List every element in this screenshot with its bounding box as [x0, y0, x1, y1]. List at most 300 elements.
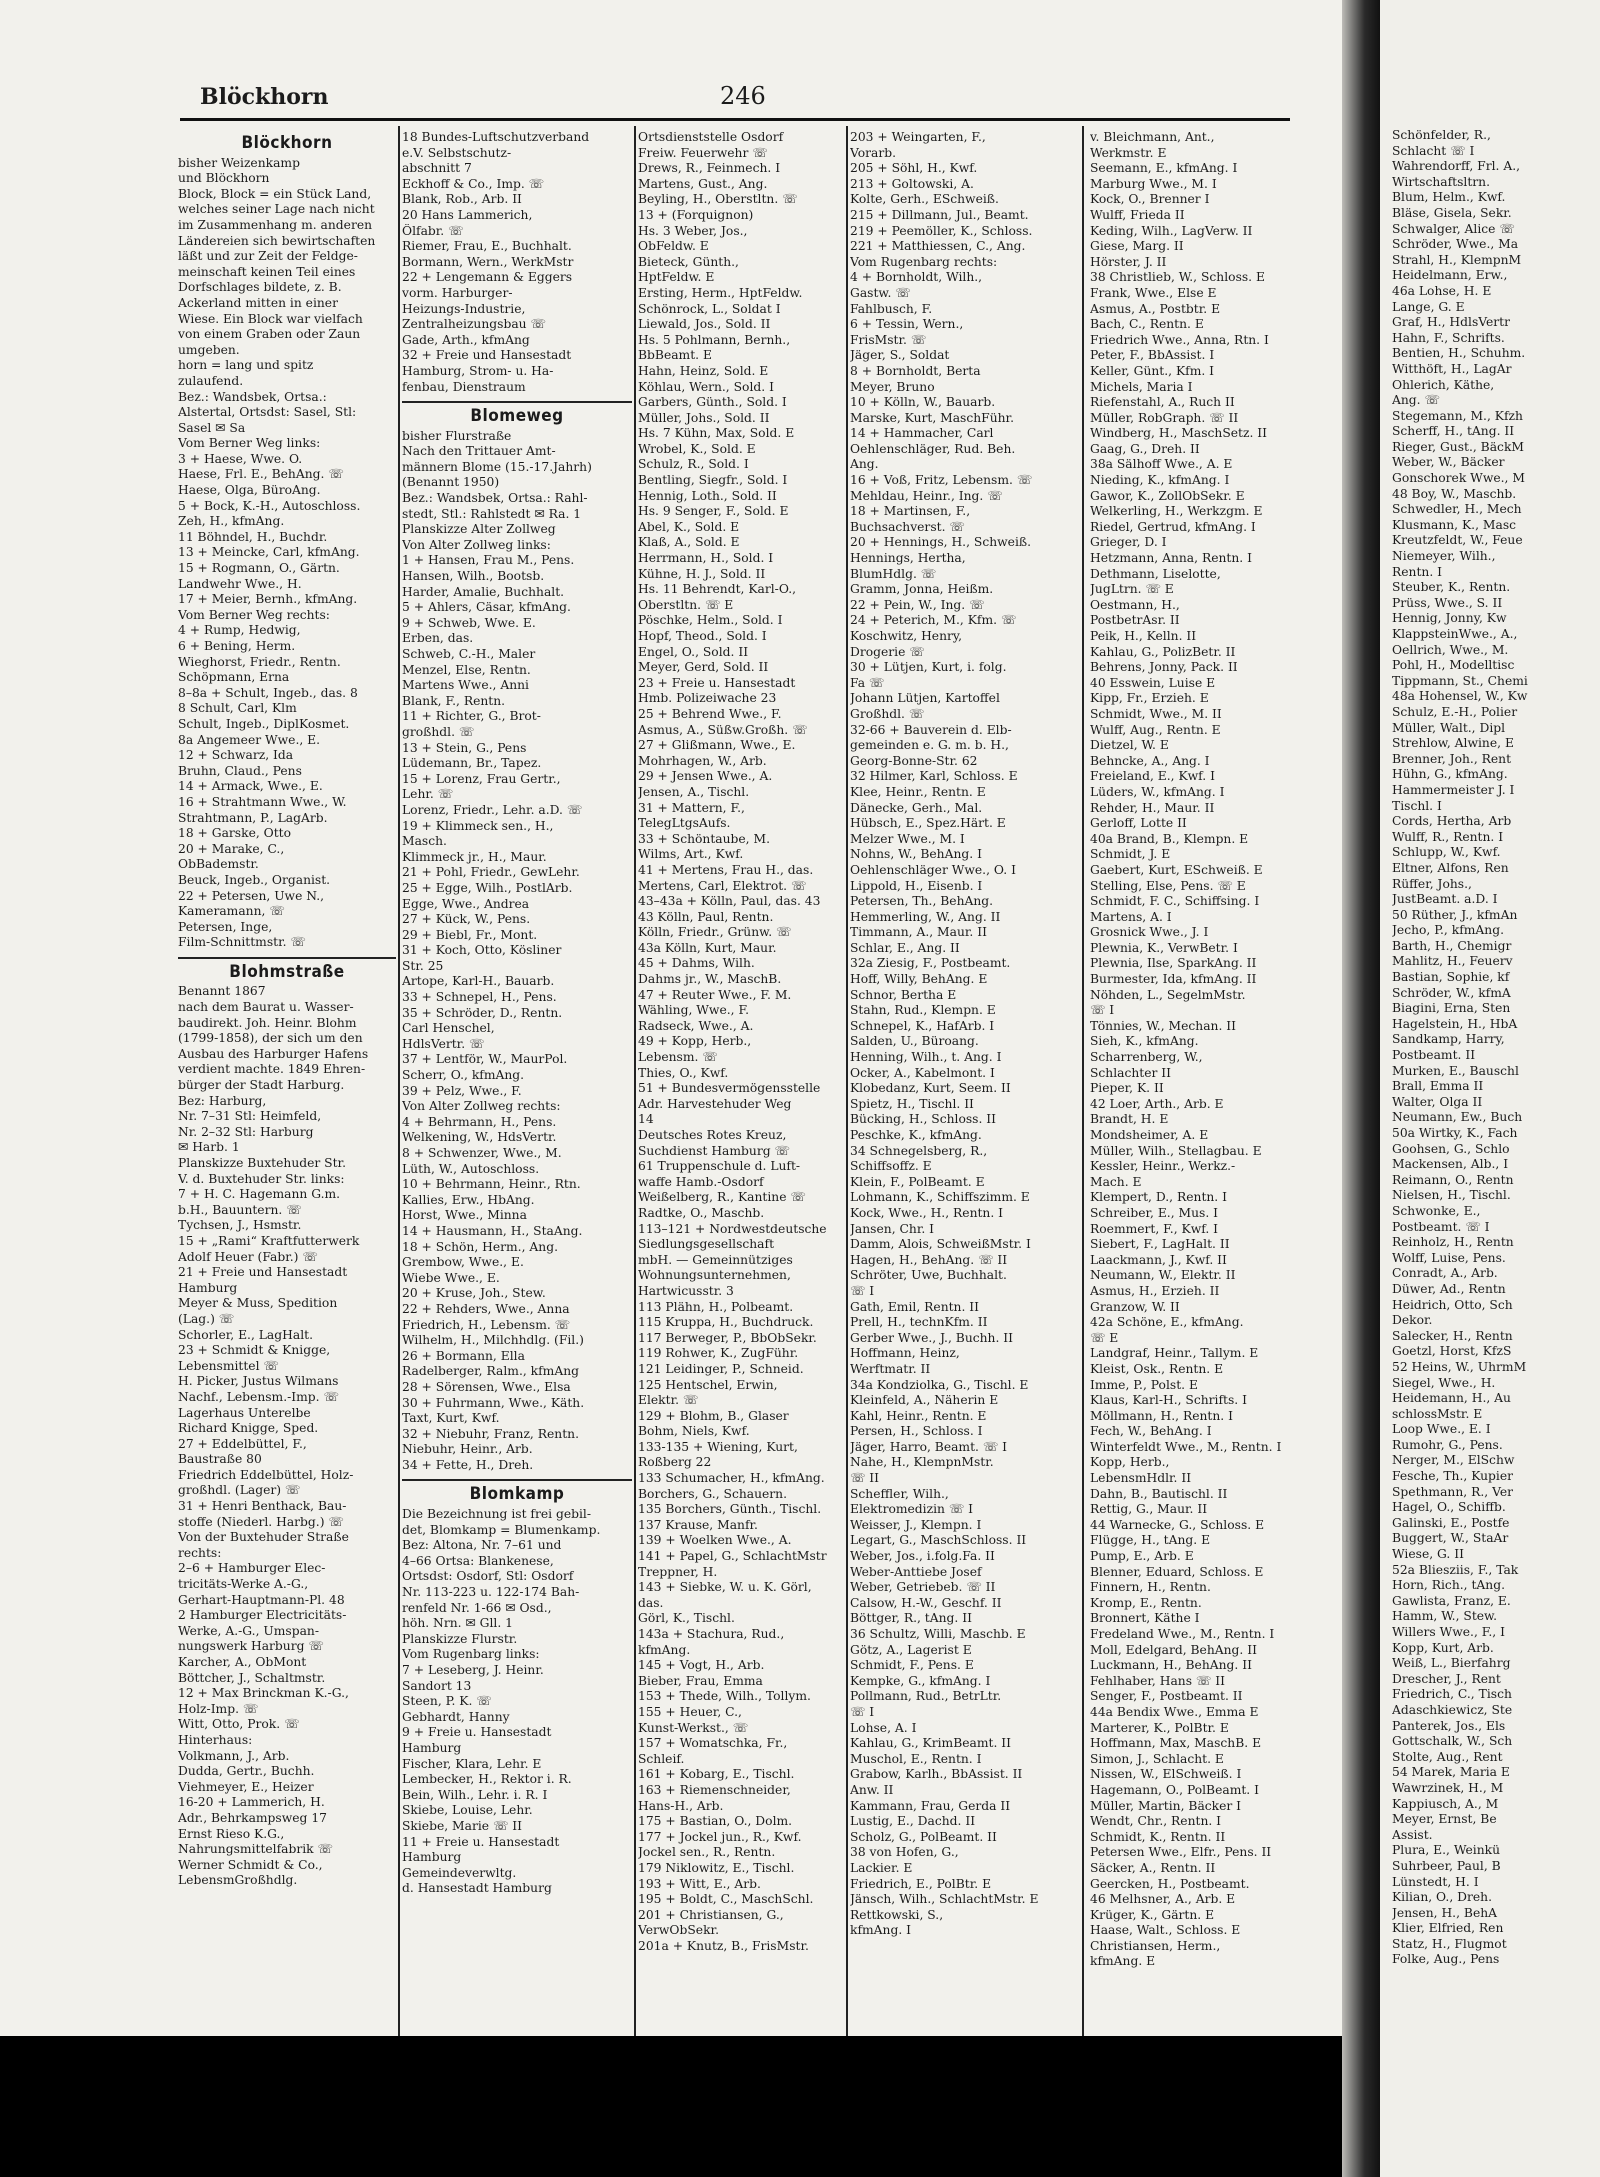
directory-entry: Gebhardt, Hanny: [402, 1709, 510, 1724]
directory-entry: Ausbau des Harburger Hafens: [178, 1046, 369, 1061]
directory-entry: Behncke, A., Ang. I: [1090, 753, 1210, 768]
directory-entry: Christiansen, Herm.,: [1090, 1938, 1221, 1953]
directory-entry: 6 + Tessin, Wern.,: [850, 317, 964, 332]
directory-entry: Oellrich, Wwe., M.: [1392, 642, 1509, 657]
directory-entry: 137 Krause, Manfr.: [638, 1517, 758, 1532]
directory-entry: Siedlungsgesellschaft: [638, 1237, 775, 1252]
directory-entry: Horn, Rich., tAng.: [1392, 1578, 1505, 1593]
directory-entry: 45 + Dahms, Wilh.: [638, 956, 755, 971]
directory-entry: Köhlau, Wern., Sold. I: [638, 379, 774, 394]
directory-entry: Gath, Emil, Rentn. II: [850, 1299, 980, 1314]
directory-entry: 28 + Sörensen, Wwe., Elsa: [402, 1379, 571, 1394]
directory-entry: Skiebe, Louise, Lehr.: [402, 1803, 533, 1818]
directory-entry: Oestmann, H.,: [1090, 597, 1180, 612]
directory-entry: Benannt 1867: [178, 984, 266, 999]
directory-entry: 4–66 Ortsa: Blankenese,: [402, 1553, 554, 1568]
directory-entry: Vom Berner Weg links:: [178, 436, 321, 451]
directory-entry: Nerger, M., ElSchw: [1392, 1453, 1515, 1468]
directory-entry: Schlupp, W., Kwf.: [1392, 845, 1501, 860]
directory-entry: Hennings, Hertha,: [850, 551, 966, 566]
directory-entry: meinschaft keinen Teil eines: [178, 264, 356, 279]
directory-entry: im Zusammenhang m. anderen: [178, 217, 373, 232]
directory-entry: 31 + Mattern, F.,: [638, 800, 745, 815]
directory-entry: Möllmann, H., Rentn. I: [1090, 1408, 1233, 1423]
directory-entry: Pump, E., Arb. E: [1090, 1549, 1194, 1564]
directory-column-4: [850, 130, 1068, 1939]
directory-entry: 113 Plähn, H., Polbeamt.: [638, 1299, 794, 1314]
directory-entry: Krüger, K., Gärtn. E: [1090, 1907, 1215, 1922]
section-divider: [402, 1479, 632, 1481]
directory-entry: Hammermeister J. I: [1392, 782, 1515, 797]
directory-entry: Walter, Olga II: [1392, 1094, 1483, 1109]
directory-entry: Gaebert, Kurt, ESchweiß. E: [1090, 862, 1263, 877]
directory-entry: Schnepel, K., HafArb. I: [850, 1018, 995, 1033]
directory-entry: Lebensmittel ☏: [178, 1358, 279, 1373]
directory-entry: Nahe, H., KlempnMstr.: [850, 1455, 994, 1470]
directory-entry: Brall, Emma II: [1392, 1079, 1484, 1094]
directory-entry: Giese, Marg. II: [1090, 239, 1184, 254]
directory-entry: Geercken, H., Postbeamt.: [1090, 1876, 1250, 1891]
directory-entry: Carl Henschel,: [402, 1021, 495, 1036]
directory-entry: Riedel, Gertrud, kfmAng. I: [1090, 519, 1256, 534]
directory-entry: 221 + Matthiessen, C., Ang.: [850, 239, 1026, 254]
column-rule: [398, 126, 400, 2036]
directory-entry: Pieper, K. II: [1090, 1081, 1164, 1096]
directory-entry: Hörster, J. II: [1090, 254, 1167, 269]
directory-entry: 143 + Siebke, W. u. K. Görl,: [638, 1580, 812, 1595]
directory-entry: Werftmatr. II: [850, 1361, 931, 1376]
directory-entry: Hamburg: [402, 1850, 462, 1865]
directory-entry: 129 + Blohm, B., Glaser: [638, 1408, 789, 1423]
directory-entry: Nahrungsmittelfabrik ☏: [178, 1842, 333, 1857]
directory-entry: Scherr, O., kfmAng.: [402, 1068, 525, 1083]
directory-entry: Adr. Harvestehuder Weg: [638, 1096, 792, 1111]
directory-entry: 4 + Rump, Hedwig,: [178, 623, 301, 638]
directory-entry: Siebert, F., LagHalt. II: [1090, 1237, 1230, 1252]
directory-entry: Damm, Alois, SchweißMstr. I: [850, 1237, 1031, 1252]
directory-entry: Kleist, Osk., Rentn. E: [1090, 1361, 1224, 1376]
directory-entry: Landgraf, Heinr., Tallym. E: [1090, 1346, 1259, 1361]
directory-entry: bisher Weizenkamp: [178, 155, 300, 170]
directory-entry: Heidrich, Otto, Sch: [1392, 1297, 1513, 1312]
directory-entry: Kessler, Heinr., Werkz.-: [1090, 1159, 1236, 1174]
directory-entry: 135 Borchers, Günth., Tischl.: [638, 1502, 822, 1517]
directory-entry: Weiß, L., Bierfahrg: [1392, 1656, 1511, 1671]
directory-entry: Haese, Frl. E., BehAng. ☏: [178, 467, 344, 482]
directory-entry: 219 + Peemöller, K., Schloss.: [850, 223, 1033, 238]
directory-entry: Säcker, A., Rentn. II: [1090, 1860, 1216, 1875]
directory-entry: Nachf., Lebensm.-Imp. ☏: [178, 1389, 339, 1404]
directory-entry: Scharrenberg, W.,: [1090, 1050, 1203, 1065]
directory-entry: Nr. 7–31 Stl: Heimfeld,: [178, 1109, 322, 1124]
directory-entry: 8 + Bornholdt, Berta: [850, 363, 981, 378]
directory-entry: 51 + Bundesvermögensstelle: [638, 1081, 821, 1096]
directory-entry: Menzel, Else, Rentn.: [402, 662, 531, 677]
directory-entry: Kammann, Frau, Gerda II: [850, 1798, 1011, 1813]
directory-entry: Vom Rugenbarg links:: [402, 1647, 540, 1662]
directory-entry: Böttcher, J., Schaltmstr.: [178, 1670, 326, 1685]
directory-entry: JustBeamt. a.D. I: [1392, 892, 1498, 907]
directory-entry: Von Alter Zollweg rechts:: [402, 1099, 561, 1114]
directory-entry: Schulz, E.-H., Polier: [1392, 704, 1518, 719]
directory-entry: Hamm, W., Stew.: [1392, 1609, 1498, 1624]
directory-entry: bisher Flurstraße: [402, 428, 512, 443]
directory-entry: Wilhelm, H., Milchhdlg. (Fil.): [402, 1333, 584, 1348]
directory-entry: Werke, A.-G., Umspan-: [178, 1623, 320, 1638]
directory-entry: läßt und zur Zeit der Feldge-: [178, 249, 358, 264]
directory-entry: Wiebe Wwe., E.: [402, 1270, 500, 1285]
directory-entry: Volkmann, J., Arb.: [178, 1748, 290, 1763]
directory-entry: Blum, Helm., Kwf.: [1392, 190, 1506, 205]
directory-entry: Jensen, H., BehA: [1392, 1905, 1498, 1920]
directory-entry: PostbetrAsr. II: [1090, 613, 1180, 628]
directory-entry: Horst, Wwe., Minna: [402, 1208, 527, 1223]
directory-entry: Ländereien sich bewirtschaften: [178, 233, 376, 248]
directory-entry: Hamburg: [178, 1280, 238, 1295]
directory-entry: kfmAng. E: [1090, 1954, 1156, 1969]
directory-entry: Wohnungsunternehmen,: [638, 1268, 791, 1283]
directory-entry: Block, Block = ein Stück Land,: [178, 186, 372, 201]
directory-entry: 15 + Lorenz, Frau Gertr.,: [402, 771, 561, 786]
directory-entry: Hs. 11 Behrendt, Karl-O.,: [638, 582, 797, 597]
directory-entry: Gade, Arth., kfmAng: [402, 332, 530, 347]
directory-entry: Hagel, O., Schiffb.: [1392, 1500, 1506, 1515]
directory-entry: Harder, Amalie, Buchhalt.: [402, 584, 565, 599]
directory-entry: 17 + Meier, Bernh., kfmAng.: [178, 592, 358, 607]
directory-entry: Klaß, A., Sold. E: [638, 535, 740, 550]
directory-entry: 61 Truppenschule d. Luft-: [638, 1159, 801, 1174]
directory-entry: Dethmann, Liselotte,: [1090, 566, 1221, 581]
directory-entry: Fischer, Klara, Lehr. E: [402, 1756, 542, 1771]
directory-entry: Wawrzinek, H., M: [1392, 1780, 1504, 1795]
directory-entry: 18 + Garske, Otto: [178, 826, 292, 841]
directory-entry: renfeld Nr. 1-66 ✉ Osd.,: [402, 1600, 552, 1615]
directory-entry: Schwalger, Alice ☏: [1392, 221, 1515, 236]
directory-entry: Dahn, B., Bautischl. II: [1090, 1486, 1228, 1501]
directory-entry: 157 + Womatschka, Fr.,: [638, 1736, 788, 1751]
directory-entry: Stelling, Else, Pens. ☏ E: [1090, 878, 1246, 893]
directory-entry: JugLtrn. ☏ E: [1090, 582, 1174, 597]
directory-entry: 32 Hilmer, Karl, Schloss. E: [850, 769, 1018, 784]
directory-entry: Kopp, Herb.,: [1090, 1455, 1170, 1470]
directory-entry: Hans-H., Arb.: [638, 1798, 724, 1813]
directory-entry: Bein, Wilh., Lehr. i. R. I: [402, 1787, 548, 1802]
directory-entry: ☏ II: [850, 1471, 880, 1486]
directory-entry: 201a + Knutz, B., FrisMstr.: [638, 1938, 809, 1953]
directory-entry: Hoffmann, Heinz,: [850, 1346, 960, 1361]
directory-entry: Hoffmann, Max, MaschB. E: [1090, 1736, 1262, 1751]
directory-entry: Panterek, Jos., Els: [1392, 1718, 1506, 1733]
directory-entry: Jansen, Chr. I: [850, 1221, 935, 1236]
directory-entry: Oehlenschläger, Rud. Beh.: [850, 441, 1016, 456]
directory-entry: d. Hansestadt Hamburg: [402, 1881, 552, 1896]
directory-entry: vorm. Harburger-: [402, 285, 513, 300]
directory-entry: großhdl. ☏: [402, 724, 475, 739]
directory-entry: 7 + Leseberg, J. Heinr.: [402, 1663, 544, 1677]
directory-entry: Lange, G. E: [1392, 299, 1465, 314]
directory-entry: Wahrendorff, Frl. A.,: [1392, 159, 1521, 174]
directory-entry: Schlar, E., Ang. II: [850, 940, 960, 955]
directory-entry: Wendt, Chr., Rentn. I: [1090, 1814, 1222, 1829]
directory-entry: Tischl. I: [1392, 798, 1442, 813]
directory-entry: 20 + Kruse, Joh., Stew.: [402, 1286, 546, 1301]
directory-entry: Moll, Edelgard, BehAng. II: [1090, 1642, 1257, 1657]
directory-entry: Heizungs-Industrie,: [402, 301, 526, 316]
directory-entry: Wirtschaftsltrn.: [1392, 174, 1491, 189]
directory-entry: 22 + Petersen, Uwe N.,: [178, 888, 325, 903]
directory-entry: 2–6 + Hamburger Elec-: [178, 1561, 326, 1576]
directory-entry: Murken, E., Bauschl: [1392, 1063, 1519, 1078]
directory-entry: Klempert, D., Rentn. I: [1090, 1190, 1227, 1205]
directory-entry: 5 + Bock, K.-H., Autoschloss.: [178, 498, 361, 513]
directory-entry: 213 + Goltowski, A.: [850, 176, 974, 191]
directory-entry: Stahn, Rud., Klempn. E: [850, 1003, 996, 1018]
directory-entry: Dorfschlages bildete, z. B.: [178, 280, 342, 295]
directory-entry: waffe Hamb.-Osdorf: [638, 1174, 764, 1189]
directory-entry: Werkmstr. E: [1090, 145, 1167, 160]
directory-entry: Wilms, Art., Kwf.: [638, 847, 744, 862]
directory-entry: Elektromedizin ☏ I: [850, 1502, 973, 1517]
directory-entry: Blank, F., Rentn.: [402, 693, 506, 708]
directory-entry: Strehlow, Alwine, E: [1392, 736, 1514, 751]
directory-entry: Bormann, Wern., WerkMstr: [402, 254, 574, 269]
facing-page-column: [1392, 128, 1597, 1968]
column-rule: [846, 126, 848, 2036]
directory-entry: Lüders, W., kfmAng. I: [1090, 784, 1225, 799]
directory-entry: Fehlhaber, Hans ☏ II: [1090, 1673, 1225, 1688]
directory-entry: Meyer, Gerd, Sold. II: [638, 660, 769, 675]
directory-entry: Ersting, Herm., HptFeldw.: [638, 285, 803, 300]
directory-entry: 32 + Freie und Hansestadt: [402, 348, 572, 363]
directory-entry: Hs. 9 Senger, F., Sold. E: [638, 504, 789, 519]
directory-entry: höh. Nrn. ✉ Gll. 1: [402, 1616, 513, 1631]
page-header: [180, 82, 1290, 121]
directory-entry: 19 + Klimmeck sen., H.,: [402, 818, 554, 833]
directory-entry: Kahlau, G., PolizBetr. II: [1090, 644, 1236, 659]
directory-entry: Hansen, Wilh., Bootsb.: [402, 569, 545, 584]
directory-entry: Mackensen, Alb., I: [1392, 1157, 1509, 1172]
street-heading: Blöckhorn: [241, 133, 333, 153]
directory-entry: Suchdienst Hamburg ☏: [638, 1143, 790, 1158]
directory-entry: Peik, H., Kelln. II: [1090, 629, 1197, 643]
directory-entry: kfmAng. I: [850, 1923, 912, 1938]
directory-entry: Nr. 2–32 Stl: Harburg: [178, 1124, 314, 1139]
directory-entry: Windberg, H., MaschSetz. II: [1090, 426, 1268, 441]
directory-entry: 11 + Richter, G., Brot-: [402, 709, 541, 724]
directory-entry: Kölln, Friedr., Grünw. ☏: [638, 925, 792, 940]
directory-entry: Weber, Getriebeb. ☏ II: [850, 1580, 996, 1595]
directory-entry: Burmester, Ida, kfmAng. II: [1090, 972, 1257, 987]
directory-entry: Adr., Behrkampsweg 17: [178, 1810, 327, 1825]
directory-entry: Nr. 113-223 u. 122-174 Bah-: [402, 1585, 580, 1600]
directory-entry: 40 Esswein, Luise E: [1090, 675, 1216, 690]
directory-entry: KlappsteinWwe., A.,: [1392, 627, 1518, 641]
directory-entry: Neumann, Ew., Buch: [1392, 1110, 1523, 1125]
directory-entry: Gerloff, Lotte II: [1090, 816, 1187, 831]
directory-entry: 153 + Thede, Wilh., Tollym.: [638, 1689, 811, 1704]
directory-entry: Reimann, O., Rentn: [1392, 1172, 1514, 1187]
directory-entry: Dudda, Gertr., Buchh.: [178, 1764, 315, 1779]
directory-entry: Beyling, H., Oberstltn. ☏: [638, 192, 798, 207]
directory-entry: H. Picker, Justus Wilmans: [178, 1374, 339, 1389]
directory-entry: Ortsdst: Osdorf, Stl: Osdorf: [402, 1569, 574, 1584]
directory-entry: Karcher, A., ObMont: [178, 1655, 307, 1669]
directory-entry: Friedrich Eddelbüttel, Holz-: [178, 1467, 354, 1482]
directory-entry: stedt, Stl.: Rahlstedt ✉ Ra. 1: [402, 506, 582, 521]
directory-entry: 11 Böhndel, H., Buchdr.: [178, 529, 328, 544]
directory-entry: Hopf, Theod., Sold. I: [638, 629, 767, 643]
directory-entry: Willers Wwe., F., I: [1392, 1625, 1505, 1639]
directory-entry: Von Alter Zollweg links:: [402, 537, 551, 552]
directory-entry: Jockel sen., R., Rentn.: [638, 1845, 776, 1860]
directory-entry: Lüdemann, Br., Tapez.: [402, 756, 542, 771]
directory-entry: Kilian, O., Dreh.: [1392, 1890, 1492, 1905]
directory-entry: Friedrich Wwe., Anna, Rtn. I: [1090, 332, 1269, 347]
facing-page-content: [1380, 0, 1600, 2177]
directory-entry: Meyer, Bruno: [850, 379, 935, 394]
directory-entry: 13 + Stein, G., Pens: [402, 740, 527, 755]
directory-entry: Kempke, G., kfmAng. I: [850, 1673, 991, 1688]
directory-entry: Lustig, E., Dachd. II: [850, 1814, 976, 1829]
directory-entry: Petersen, Inge,: [178, 919, 273, 934]
directory-entry: Bieteck, Günth.,: [638, 254, 739, 269]
directory-entry: Peschke, K., kfmAng.: [850, 1128, 982, 1142]
directory-entry: Hamburg: [402, 1740, 462, 1755]
directory-entry: Kallies, Erw., HbAng.: [402, 1192, 535, 1207]
directory-entry: Galinski, E., Postfe: [1392, 1515, 1510, 1530]
directory-entry: Schwedler, H., Mech: [1392, 502, 1522, 517]
directory-entry: Garbers, Günth., Sold. I: [638, 395, 787, 410]
directory-entry: Barth, H., Chemigr: [1392, 938, 1512, 953]
directory-entry: Wulff, R., Rentn. I: [1392, 829, 1504, 844]
directory-entry: fenbau, Dienstraum: [402, 379, 526, 394]
directory-entry: Oberstltn. ☏ E: [638, 597, 734, 612]
directory-entry: Nohns, W., BehAng. I: [850, 847, 982, 862]
directory-entry: Dänecke, Gerh., Mal.: [850, 800, 983, 815]
directory-entry: 40a Brand, B., Klempn. E: [1090, 831, 1249, 846]
directory-entry: BlumHdlg. ☏: [850, 566, 937, 581]
directory-entry: Wieghorst, Friedr., Rentn.: [178, 654, 341, 669]
directory-entry: 48a Hohensel, W., Kw: [1392, 689, 1528, 704]
directory-column-3: [638, 130, 842, 1954]
directory-entry: 179 Niklowitz, E., Tischl.: [638, 1860, 795, 1875]
directory-entry: Wulff, Aug., Rentn. E: [1090, 722, 1221, 737]
directory-entry: Bronnert, Käthe I: [1090, 1611, 1200, 1626]
directory-entry: Nissen, W., ElSchweiß. I: [1090, 1767, 1242, 1782]
directory-entry: Behrens, Jonny, Pack. II: [1090, 660, 1238, 675]
directory-entry: 35 + Schröder, D., Rentn.: [402, 1005, 563, 1020]
directory-entry: kfmAng.: [638, 1642, 691, 1657]
directory-entry: rechts:: [178, 1545, 222, 1560]
column-rule: [1082, 126, 1084, 2036]
directory-entry: 7 + H. C. Hagemann G.m.: [178, 1187, 341, 1202]
directory-entry: Weißelberg, R., Kantine ☏: [638, 1190, 806, 1205]
directory-entry: 43–43a + Kölln, Paul, das. 43: [638, 894, 821, 909]
directory-entry: Statz, H., Flugmot: [1392, 1936, 1507, 1951]
directory-entry: das.: [638, 1595, 664, 1610]
directory-entry: Klobedanz, Kurt, Seem. II: [850, 1081, 1011, 1096]
directory-entry: 49 + Kopp, Herb.,: [638, 1034, 752, 1049]
directory-entry: baudirekt. Joh. Heinr. Blohm: [178, 1015, 357, 1030]
directory-entry: Bohm, Niels, Kwf.: [638, 1424, 750, 1439]
directory-entry: und Blöckhorn: [178, 171, 270, 186]
directory-entry: 13 + (Forquignon): [638, 207, 754, 222]
directory-entry: Finnern, H., Rentn.: [1090, 1580, 1211, 1595]
directory-entry: 14: [638, 1112, 654, 1127]
directory-entry: Kunst-Werkst., ☏: [638, 1720, 749, 1735]
directory-entry: Postbeamt. II: [1392, 1048, 1476, 1063]
directory-entry: Persen, H., Schloss. I: [850, 1424, 983, 1439]
directory-entry: Schöpmann, Erna: [178, 670, 290, 685]
directory-entry: Bieber, Frau, Emma: [638, 1673, 763, 1688]
directory-entry: Rehder, H., Maur. II: [1090, 800, 1215, 815]
directory-entry: Bez.: Wandsbek, Ortsa.:: [178, 389, 327, 404]
directory-entry: Jänsch, Wilh., SchlachtMstr. E: [850, 1892, 1039, 1907]
directory-entry: Abel, K., Sold. E: [638, 519, 740, 534]
directory-entry: Folke, Aug., Pens: [1392, 1952, 1500, 1967]
directory-entry: Rumohr, G., Pens.: [1392, 1437, 1503, 1452]
directory-entry: Melzer Wwe., M. I: [850, 831, 965, 846]
directory-entry: 30 + Lütjen, Kurt, i. folg.: [850, 660, 1007, 675]
directory-entry: 23 + Schmidt & Knigge,: [178, 1343, 331, 1358]
directory-entry: 34 Schnegelsberg, R.,: [850, 1143, 988, 1158]
directory-entry: 4 + Bornholdt, Wilh.,: [850, 270, 983, 285]
directory-entry: Siegel, Wwe., H.: [1392, 1375, 1496, 1390]
directory-entry: Friedrich, C., Tisch: [1392, 1687, 1512, 1702]
directory-entry: 119 Rohwer, K., ZugFühr.: [638, 1346, 799, 1361]
directory-entry: Weisser, J., Klempn. I: [850, 1517, 982, 1532]
directory-entry: Schiffsoffz. E: [850, 1159, 932, 1174]
directory-entry: Grosnick Wwe., J. I: [1090, 925, 1209, 940]
directory-entry: 33 + Schnepel, H., Pens.: [402, 990, 557, 1005]
directory-entry: Müller, Martin, Bäcker I: [1090, 1798, 1242, 1813]
directory-entry: Müller, Johs., Sold. II: [638, 410, 770, 425]
directory-entry: 50 Rüther, J., kfmAn: [1392, 907, 1518, 922]
directory-entry: 22 + Rehders, Wwe., Anna: [402, 1301, 570, 1316]
directory-entry: Klusmann, K., Masc: [1392, 517, 1517, 532]
directory-entry: 26 + Bormann, Ella: [402, 1348, 525, 1363]
directory-entry: Plewnia, Ilse, SparkAng. II: [1090, 956, 1257, 971]
directory-entry: 161 + Kobarg, E., Tischl.: [638, 1767, 795, 1782]
directory-entry: Keding, Wilh., LagVerw. II: [1090, 223, 1253, 238]
directory-entry: 8 Schult, Carl, Klm: [178, 701, 297, 716]
directory-entry: Laackmann, J., Kwf. II: [1090, 1252, 1227, 1267]
directory-entry: nungswerk Harburg ☏: [178, 1639, 324, 1654]
directory-entry: Baustraße 80: [178, 1452, 262, 1467]
directory-entry: Meyer & Muss, Spedition: [178, 1296, 338, 1311]
directory-entry: Kleinfeld, A., Näherin E: [850, 1393, 999, 1408]
directory-entry: 3 + Haese, Wwe. O.: [178, 451, 303, 466]
directory-entry: Zentralheizungsbau ☏: [402, 317, 546, 332]
directory-entry: Gawor, K., ZollObSekr. E: [1090, 488, 1245, 503]
directory-entry: horn = lang und spitz: [178, 358, 314, 373]
directory-entry: 36 Schultz, Willi, Maschb. E: [850, 1627, 1026, 1641]
directory-entry: Calsow, H.-W., Geschf. II: [850, 1595, 1002, 1610]
directory-entry: Frank, Wwe., Else E: [1090, 285, 1217, 300]
directory-entry: Hs. 3 Weber, Jos.,: [638, 223, 748, 238]
directory-entry: Jäger, S., Soldat: [850, 348, 950, 363]
directory-entry: Nach den Trittauer Amt-: [402, 444, 556, 459]
directory-entry: Schleif.: [638, 1751, 685, 1766]
directory-entry: Jäger, Harro, Beamt. ☏ I: [850, 1439, 1007, 1454]
directory-entry: Planskizze Buxtehuder Str.: [178, 1156, 346, 1170]
directory-entry: Fech, W., BehAng. I: [1090, 1424, 1212, 1439]
directory-entry: Mehldau, Heinr., Ing. ☏: [850, 488, 1003, 503]
directory-entry: ObBademstr.: [178, 857, 259, 872]
directory-entry: Hinterhaus:: [178, 1732, 253, 1747]
directory-entry: Schult, Ingeb., DiplKosmet.: [178, 716, 350, 731]
directory-entry: Scholz, G., PolBeamt. II: [850, 1829, 997, 1844]
